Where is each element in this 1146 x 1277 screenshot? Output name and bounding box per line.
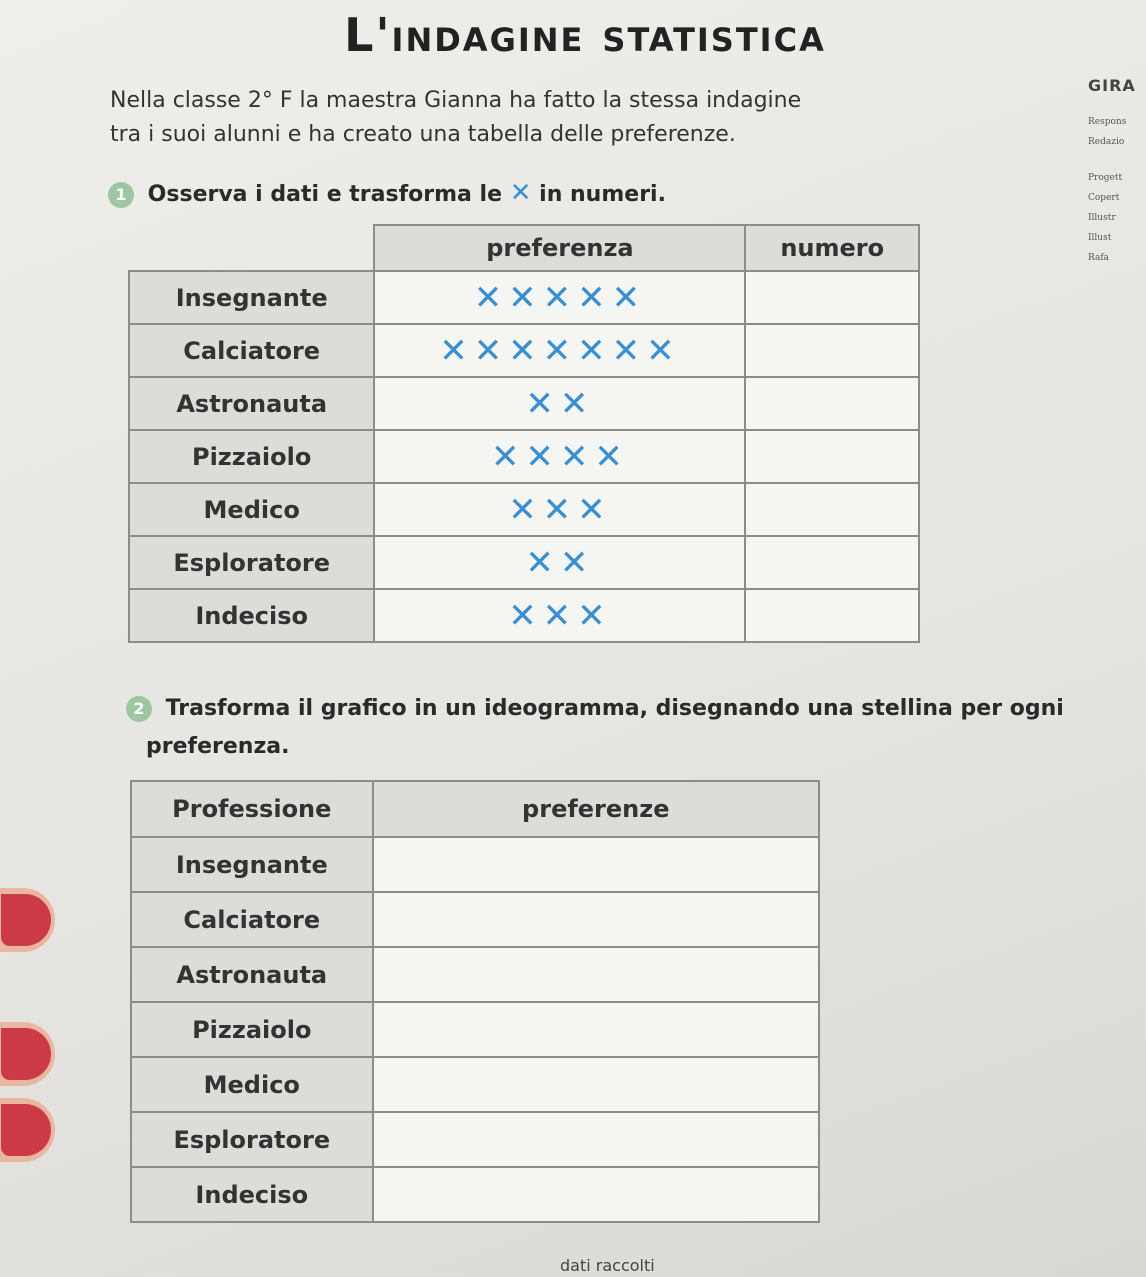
side-credit-item: Respons bbox=[1088, 117, 1127, 127]
row-label: Pizzaiolo bbox=[131, 1002, 373, 1057]
table-row bbox=[131, 1112, 819, 1167]
page-title: L'indagine statistica bbox=[344, 8, 826, 62]
table-corner bbox=[129, 225, 374, 271]
stars-answer-cell[interactable] bbox=[373, 1167, 819, 1222]
exercise-1-badge: 1 bbox=[108, 182, 134, 208]
exercise-2-line-1: Trasforma il grafico in un ideogramma, disegnando una stellina per ogni bbox=[165, 696, 1064, 721]
row-label: Calciatore bbox=[131, 892, 373, 947]
row-label: Indeciso bbox=[129, 589, 374, 642]
cross-icon: ✕✕✕ bbox=[508, 595, 612, 636]
row-label: Insegnante bbox=[129, 271, 374, 324]
header-preferences: preferenze bbox=[373, 781, 819, 837]
cross-marks bbox=[374, 324, 745, 377]
exercise-2-instruction bbox=[126, 690, 1064, 766]
table-row bbox=[129, 324, 919, 377]
finger-icon bbox=[0, 888, 55, 952]
stars-answer-cell[interactable] bbox=[373, 1112, 819, 1167]
finger-icon bbox=[0, 1098, 55, 1162]
exercise-2-badge: 2 bbox=[126, 696, 152, 722]
table-row bbox=[131, 1002, 819, 1057]
row-label: Medico bbox=[129, 483, 374, 536]
exercise-2-line-2: preferenza. bbox=[146, 734, 290, 759]
fingernail-icon bbox=[1, 894, 51, 946]
cross-icon: ✕✕ bbox=[525, 542, 595, 583]
stars-answer-cell[interactable] bbox=[373, 947, 819, 1002]
table-row bbox=[131, 892, 819, 947]
row-label: Insegnante bbox=[131, 837, 373, 892]
footer-text: dati raccolti bbox=[560, 1256, 655, 1275]
cross-marks bbox=[374, 430, 745, 483]
cross-marks bbox=[374, 536, 745, 589]
stars-answer-cell[interactable] bbox=[373, 837, 819, 892]
ideogram-table bbox=[130, 780, 820, 1223]
table-row bbox=[129, 430, 919, 483]
exercise-1-text-after: in numeri. bbox=[539, 182, 666, 207]
intro-text bbox=[110, 84, 801, 152]
preferences-table bbox=[128, 224, 920, 643]
table-row bbox=[129, 536, 919, 589]
side-credit-item: Illustr bbox=[1088, 213, 1116, 223]
side-credit-item: Redazio bbox=[1088, 137, 1125, 147]
header-preference: preferenza bbox=[374, 225, 745, 271]
cross-icon: ✕✕✕✕✕ bbox=[473, 277, 647, 318]
side-credit-item: Rafa bbox=[1088, 253, 1110, 263]
cross-marks bbox=[374, 271, 745, 324]
number-answer-cell[interactable] bbox=[745, 430, 919, 483]
fingernail-icon bbox=[1, 1028, 51, 1080]
table-row bbox=[129, 483, 919, 536]
cross-icon: ✕✕✕✕ bbox=[490, 436, 629, 477]
number-answer-cell[interactable] bbox=[745, 589, 919, 642]
intro-line-1: Nella classe 2° F la maestra Gianna ha fatto la stessa indagine bbox=[110, 88, 802, 113]
cross-icon: ✕✕ bbox=[525, 383, 595, 424]
side-credits-column bbox=[1088, 76, 1146, 263]
number-answer-cell[interactable] bbox=[745, 324, 919, 377]
row-label: Calciatore bbox=[129, 324, 374, 377]
side-credit-item: Copert bbox=[1088, 193, 1120, 203]
table-row bbox=[131, 947, 819, 1002]
number-answer-cell[interactable] bbox=[745, 377, 919, 430]
cross-marks bbox=[374, 483, 745, 536]
intro-line-2: tra i suoi alunni e ha creato una tabella delle preferenze. bbox=[110, 122, 736, 147]
side-credit-item: Illust bbox=[1088, 233, 1112, 243]
row-label: Indeciso bbox=[131, 1167, 373, 1222]
table-row bbox=[129, 271, 919, 324]
side-credits-heading: GIRA bbox=[1088, 76, 1136, 95]
cross-icon: ✕✕✕✕✕✕✕ bbox=[439, 330, 681, 371]
exercise-1-instruction bbox=[108, 178, 666, 208]
row-label: Medico bbox=[131, 1057, 373, 1112]
table-row bbox=[131, 837, 819, 892]
header-number: numero bbox=[745, 225, 919, 271]
row-label: Esploratore bbox=[129, 536, 374, 589]
table-row bbox=[131, 1057, 819, 1112]
exercise-1-text-before: Osserva i dati e trasforma le bbox=[147, 182, 503, 207]
side-credit-item: Progett bbox=[1088, 173, 1123, 183]
cross-marks bbox=[374, 377, 745, 430]
stars-answer-cell[interactable] bbox=[373, 892, 819, 947]
row-label: Astronauta bbox=[129, 377, 374, 430]
row-label: Pizzaiolo bbox=[129, 430, 374, 483]
cross-icon: ✕✕✕ bbox=[508, 489, 612, 530]
cross-icon: ✕ bbox=[509, 178, 532, 208]
table-row bbox=[129, 377, 919, 430]
row-label: Esploratore bbox=[131, 1112, 373, 1167]
cross-marks bbox=[374, 589, 745, 642]
number-answer-cell[interactable] bbox=[745, 271, 919, 324]
header-profession: Professione bbox=[131, 781, 373, 837]
fingernail-icon bbox=[1, 1104, 51, 1156]
number-answer-cell[interactable] bbox=[745, 483, 919, 536]
row-label: Astronauta bbox=[131, 947, 373, 1002]
stars-answer-cell[interactable] bbox=[373, 1002, 819, 1057]
table-row bbox=[131, 1167, 819, 1222]
number-answer-cell[interactable] bbox=[745, 536, 919, 589]
stars-answer-cell[interactable] bbox=[373, 1057, 819, 1112]
finger-icon bbox=[0, 1022, 55, 1086]
table-row bbox=[129, 589, 919, 642]
